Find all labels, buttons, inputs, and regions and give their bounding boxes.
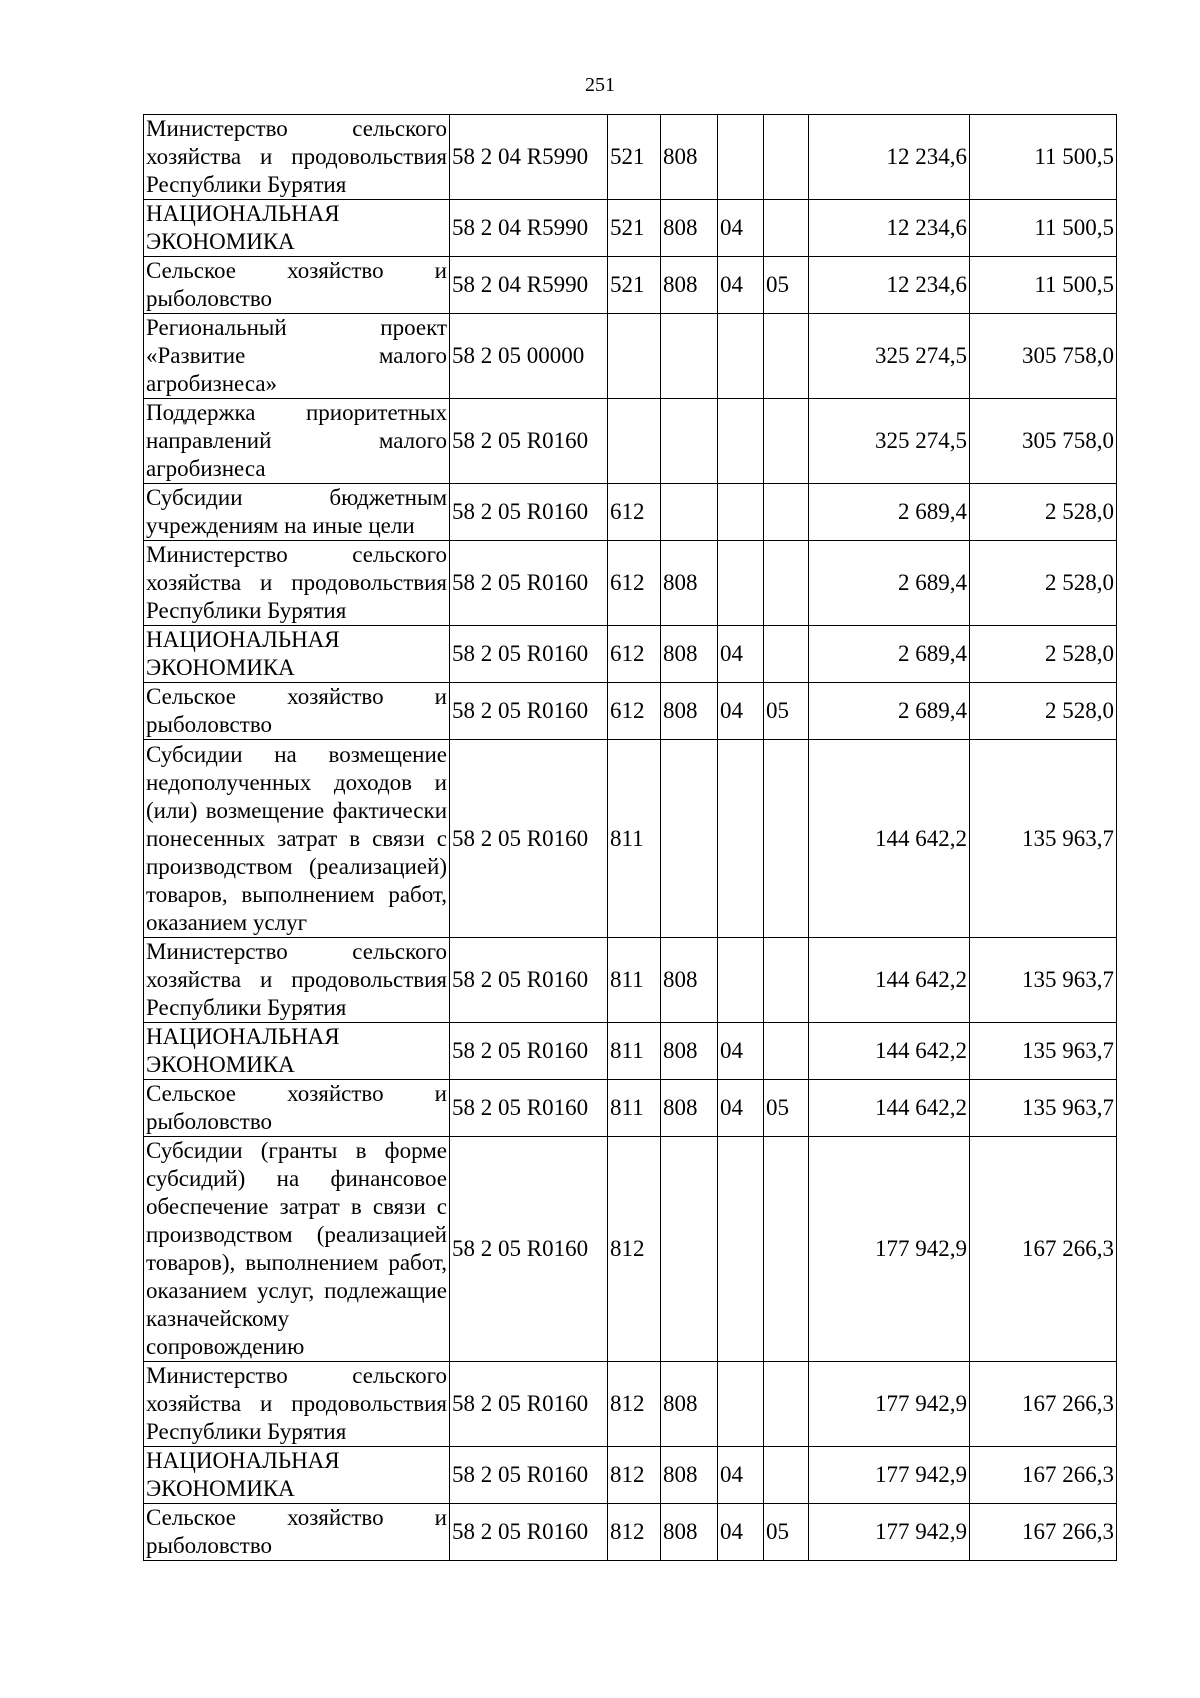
amount-year1-cell: 2 689,4 <box>809 484 970 541</box>
expense-type-cell: 812 <box>608 1447 661 1504</box>
amount-year1-cell: 177 942,9 <box>809 1362 970 1447</box>
expense-type-cell: 812 <box>608 1362 661 1447</box>
table-row <box>144 541 1117 626</box>
amount-year2-cell: 2 528,0 <box>970 683 1117 740</box>
section-code-cell: 04 <box>718 683 764 740</box>
row-name-cell: Министерство сельского хозяйства и продовольствия Республики Бурятия <box>144 115 450 200</box>
row-name-cell: Сельское хозяйство и рыболовство <box>144 683 450 740</box>
amount-year2-cell: 305 758,0 <box>970 314 1117 399</box>
amount-year2-cell: 135 963,7 <box>970 740 1117 938</box>
amount-year1-cell: 2 689,4 <box>809 626 970 683</box>
subsection-code-cell <box>764 740 809 938</box>
administrator-code-cell: 808 <box>661 1362 718 1447</box>
subsection-code-cell <box>764 484 809 541</box>
expense-type-cell: 811 <box>608 1080 661 1137</box>
table-row <box>144 314 1117 399</box>
amount-year2-cell: 2 528,0 <box>970 484 1117 541</box>
administrator-code-cell: 808 <box>661 541 718 626</box>
amount-year2-cell: 135 963,7 <box>970 1080 1117 1137</box>
section-code-cell: 04 <box>718 626 764 683</box>
subsection-code-cell <box>764 1362 809 1447</box>
section-code-cell <box>718 1362 764 1447</box>
amount-year2-cell: 135 963,7 <box>970 1023 1117 1080</box>
subsection-code-cell: 05 <box>764 1504 809 1561</box>
amount-year2-cell: 11 500,5 <box>970 257 1117 314</box>
section-code-cell: 04 <box>718 257 764 314</box>
administrator-code-cell: 808 <box>661 683 718 740</box>
administrator-code-cell: 808 <box>661 115 718 200</box>
administrator-code-cell: 808 <box>661 1504 718 1561</box>
subsection-code-cell <box>764 626 809 683</box>
target-article-code-cell: 58 2 05 R0160 <box>450 399 608 484</box>
subsection-code-cell <box>764 1137 809 1362</box>
administrator-code-cell: 808 <box>661 1080 718 1137</box>
administrator-code-cell: 808 <box>661 626 718 683</box>
row-name-cell: Министерство сельского хозяйства и продовольствия Республики Бурятия <box>144 1362 450 1447</box>
expense-type-cell: 812 <box>608 1504 661 1561</box>
row-name-cell: Субсидии на возмещение недополученных доходов и (или) возмещение фактически понесенных затрат в связи с производством (реализацией) товаров, выполнением работ, оказанием услуг <box>144 740 450 938</box>
administrator-code-cell <box>661 314 718 399</box>
amount-year1-cell: 325 274,5 <box>809 314 970 399</box>
expense-type-cell: 811 <box>608 938 661 1023</box>
administrator-code-cell <box>661 399 718 484</box>
expense-type-cell: 612 <box>608 683 661 740</box>
amount-year1-cell: 2 689,4 <box>809 683 970 740</box>
table-row <box>144 115 1117 200</box>
expense-type-cell: 812 <box>608 1137 661 1362</box>
amount-year1-cell: 12 234,6 <box>809 200 970 257</box>
administrator-code-cell <box>661 740 718 938</box>
expense-type-cell: 521 <box>608 200 661 257</box>
target-article-code-cell: 58 2 05 R0160 <box>450 1362 608 1447</box>
subsection-code-cell: 05 <box>764 257 809 314</box>
row-name-cell: НАЦИОНАЛЬНАЯ ЭКОНОМИКА <box>144 1023 450 1080</box>
administrator-code-cell: 808 <box>661 257 718 314</box>
target-article-code-cell: 58 2 05 00000 <box>450 314 608 399</box>
row-name-cell: Субсидии (гранты в форме субсидий) на финансовое обеспечение затрат в связи с производством (реализацией товаров), выполнением работ, оказанием услуг, подлежащие казначейскому сопровождению <box>144 1137 450 1362</box>
row-name-cell: НАЦИОНАЛЬНАЯ ЭКОНОМИКА <box>144 626 450 683</box>
amount-year2-cell: 135 963,7 <box>970 938 1117 1023</box>
amount-year1-cell: 177 942,9 <box>809 1447 970 1504</box>
subsection-code-cell <box>764 399 809 484</box>
target-article-code-cell: 58 2 05 R0160 <box>450 541 608 626</box>
amount-year1-cell: 12 234,6 <box>809 257 970 314</box>
expense-type-cell: 612 <box>608 484 661 541</box>
amount-year2-cell: 11 500,5 <box>970 200 1117 257</box>
amount-year2-cell: 167 266,3 <box>970 1504 1117 1561</box>
table-row <box>144 1023 1117 1080</box>
administrator-code-cell: 808 <box>661 1447 718 1504</box>
section-code-cell <box>718 938 764 1023</box>
expense-type-cell: 521 <box>608 115 661 200</box>
amount-year2-cell: 2 528,0 <box>970 626 1117 683</box>
section-code-cell <box>718 314 764 399</box>
table-row <box>144 399 1117 484</box>
target-article-code-cell: 58 2 04 R5990 <box>450 115 608 200</box>
amount-year2-cell: 167 266,3 <box>970 1447 1117 1504</box>
section-code-cell <box>718 541 764 626</box>
amount-year1-cell: 144 642,2 <box>809 740 970 938</box>
row-name-cell: НАЦИОНАЛЬНАЯ ЭКОНОМИКА <box>144 1447 450 1504</box>
section-code-cell: 04 <box>718 1447 764 1504</box>
section-code-cell: 04 <box>718 200 764 257</box>
administrator-code-cell <box>661 1137 718 1362</box>
administrator-code-cell <box>661 484 718 541</box>
amount-year1-cell: 12 234,6 <box>809 115 970 200</box>
section-code-cell <box>718 115 764 200</box>
amount-year1-cell: 177 942,9 <box>809 1137 970 1362</box>
target-article-code-cell: 58 2 05 R0160 <box>450 683 608 740</box>
expense-type-cell: 811 <box>608 1023 661 1080</box>
target-article-code-cell: 58 2 05 R0160 <box>450 626 608 683</box>
page-number: 251 <box>585 74 615 96</box>
amount-year1-cell: 144 642,2 <box>809 1080 970 1137</box>
amount-year2-cell: 167 266,3 <box>970 1362 1117 1447</box>
row-name-cell: Региональный проект «Развитие малого агробизнеса» <box>144 314 450 399</box>
section-code-cell: 04 <box>718 1504 764 1561</box>
amount-year2-cell: 11 500,5 <box>970 115 1117 200</box>
administrator-code-cell: 808 <box>661 1023 718 1080</box>
table-row <box>144 484 1117 541</box>
subsection-code-cell <box>764 200 809 257</box>
table-row <box>144 1137 1117 1362</box>
subsection-code-cell <box>764 314 809 399</box>
administrator-code-cell: 808 <box>661 200 718 257</box>
target-article-code-cell: 58 2 05 R0160 <box>450 938 608 1023</box>
target-article-code-cell: 58 2 05 R0160 <box>450 1504 608 1561</box>
expense-type-cell <box>608 399 661 484</box>
expense-type-cell: 612 <box>608 541 661 626</box>
table-row <box>144 1080 1117 1137</box>
table-row <box>144 683 1117 740</box>
expense-type-cell: 612 <box>608 626 661 683</box>
table-row <box>144 200 1117 257</box>
section-code-cell <box>718 1137 764 1362</box>
target-article-code-cell: 58 2 05 R0160 <box>450 1447 608 1504</box>
subsection-code-cell <box>764 1447 809 1504</box>
target-article-code-cell: 58 2 05 R0160 <box>450 484 608 541</box>
target-article-code-cell: 58 2 05 R0160 <box>450 1080 608 1137</box>
amount-year1-cell: 2 689,4 <box>809 541 970 626</box>
table-body <box>144 115 1117 1561</box>
table-row <box>144 1362 1117 1447</box>
section-code-cell: 04 <box>718 1023 764 1080</box>
section-code-cell: 04 <box>718 1080 764 1137</box>
table-row <box>144 626 1117 683</box>
row-name-cell: Сельское хозяйство и рыболовство <box>144 1504 450 1561</box>
row-name-cell: Сельское хозяйство и рыболовство <box>144 1080 450 1137</box>
budget-table <box>143 114 1117 1561</box>
subsection-code-cell: 05 <box>764 1080 809 1137</box>
row-name-cell: Министерство сельского хозяйства и продовольствия Республики Бурятия <box>144 938 450 1023</box>
target-article-code-cell: 58 2 04 R5990 <box>450 200 608 257</box>
expense-type-cell: 811 <box>608 740 661 938</box>
target-article-code-cell: 58 2 05 R0160 <box>450 1023 608 1080</box>
amount-year1-cell: 177 942,9 <box>809 1504 970 1561</box>
amount-year1-cell: 144 642,2 <box>809 1023 970 1080</box>
section-code-cell <box>718 740 764 938</box>
table-row <box>144 1504 1117 1561</box>
row-name-cell: Министерство сельского хозяйства и продовольствия Республики Бурятия <box>144 541 450 626</box>
row-name-cell: Поддержка приоритетных направлений малого агробизнеса <box>144 399 450 484</box>
table-row <box>144 740 1117 938</box>
section-code-cell <box>718 399 764 484</box>
expense-type-cell: 521 <box>608 257 661 314</box>
expense-type-cell <box>608 314 661 399</box>
subsection-code-cell <box>764 1023 809 1080</box>
section-code-cell <box>718 484 764 541</box>
subsection-code-cell <box>764 938 809 1023</box>
administrator-code-cell: 808 <box>661 938 718 1023</box>
target-article-code-cell: 58 2 05 R0160 <box>450 1137 608 1362</box>
row-name-cell: Субсидии бюджетным учреждениям на иные цели <box>144 484 450 541</box>
table-row <box>144 1447 1117 1504</box>
target-article-code-cell: 58 2 04 R5990 <box>450 257 608 314</box>
target-article-code-cell: 58 2 05 R0160 <box>450 740 608 938</box>
amount-year2-cell: 305 758,0 <box>970 399 1117 484</box>
amount-year2-cell: 167 266,3 <box>970 1137 1117 1362</box>
subsection-code-cell <box>764 115 809 200</box>
subsection-code-cell: 05 <box>764 683 809 740</box>
row-name-cell: НАЦИОНАЛЬНАЯ ЭКОНОМИКА <box>144 200 450 257</box>
table-row <box>144 938 1117 1023</box>
subsection-code-cell <box>764 541 809 626</box>
amount-year1-cell: 325 274,5 <box>809 399 970 484</box>
amount-year2-cell: 2 528,0 <box>970 541 1117 626</box>
amount-year1-cell: 144 642,2 <box>809 938 970 1023</box>
table-row <box>144 257 1117 314</box>
row-name-cell: Сельское хозяйство и рыболовство <box>144 257 450 314</box>
